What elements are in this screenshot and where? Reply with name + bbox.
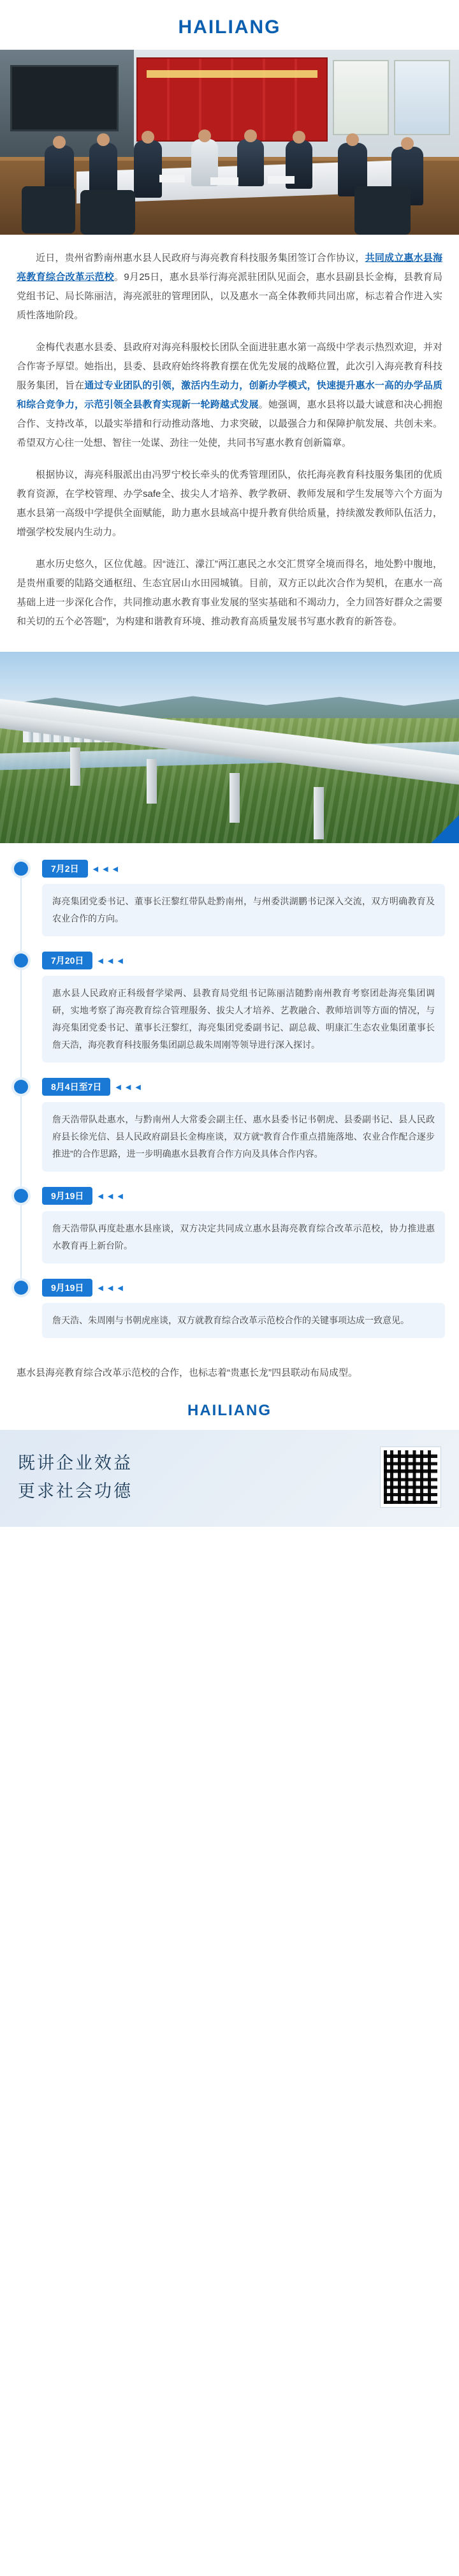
- timeline-date-badge: 9月19日: [42, 1187, 92, 1205]
- timeline-dot-icon: [14, 862, 28, 876]
- hero-person-head: [97, 133, 110, 146]
- timeline-dot-icon: [14, 1080, 28, 1094]
- hero-person-head: [293, 131, 305, 144]
- timeline-dot-icon: [14, 1189, 28, 1203]
- scenery-aerial-photo: [0, 652, 459, 843]
- scenery-corner-accent: [431, 815, 459, 843]
- timeline-date-badge: 7月2日: [42, 860, 88, 878]
- closing-statement: 惠水县海亮教育综合改革示范校的合作，也标志着“贵惠长龙”四县联动布局成型。: [17, 1367, 358, 1378]
- hero-person-head: [401, 137, 414, 150]
- scenery-bridge-pier: [314, 787, 324, 839]
- timeline-item-header: [42, 952, 445, 969]
- hero-person-head: [53, 136, 66, 149]
- scenery-bridge-pier: [229, 773, 240, 823]
- hero-person-head: [142, 131, 154, 144]
- triple-arrow-left-icon: ◀ ◀ ◀: [92, 865, 120, 873]
- timeline-date-badge: 8月4日至7日: [42, 1078, 110, 1096]
- paragraph-2: [17, 338, 442, 453]
- hero-person: [134, 140, 162, 198]
- hero-person: [237, 139, 264, 186]
- hero-chair: [22, 186, 75, 233]
- page-header: [0, 0, 459, 50]
- paragraph-2-highlight: 通过专业团队的引领，激活内生动力，创新办学模式，快速提升惠水一高的办学品质和综合竞争力，示范引领全县教育实现新一轮跨越式发展: [17, 380, 442, 410]
- timeline-item-text: 詹天浩带队赴惠水，与黔南州人大常委会副主任、惠水县委书记书朝虎、县委副书记、县人民政府县长徐光信、县人民政府副县长金梅座谈，双方就“教育合作重点措施落地、农业合作配合逐步推进”的合作思路，进一步明确惠水县教育合作方向及具体合作内容。: [42, 1102, 445, 1172]
- timeline-date-badge: 9月19日: [42, 1279, 92, 1297]
- timeline-item: [14, 1187, 445, 1279]
- hero-person-head: [346, 133, 359, 146]
- timeline-item-header: [42, 860, 445, 878]
- paragraph-1-segment-3: 。9月25日，惠水县举行海亮派驻团队见面会，惠水县副县长金梅，县教育局党组书记、局长陈丽洁，海亮派驻的管理团队，以及惠水一高全体教师共同出席，标志着合作进入实质性落地阶段。: [17, 272, 442, 321]
- timeline-item-text: 惠水县人民政府正科级督学梁两、县教育局党组书记陈丽洁随黔南州教育考察团赴海亮集团调研，实地考察了海亮教育综合管理服务、拔尖人才培养、艺教融合、教师培训等方面的情况，与海亮集团党委书记、董事长汪黎红，海亮集团党委副书记、副总裁、明康汇生态农业集团董事长詹天浩，海亮教育科技服务集团副总裁朱周刚等领导进行深入探讨。: [42, 976, 445, 1063]
- footer-brand: [0, 1397, 459, 1430]
- footer-slogan-card: [0, 1430, 459, 1527]
- paragraph-2-segment-1: 金梅代表惠水县委、县政府对海亮科服校长团队全面进驻惠水第一高级中学表示热烈欢迎，并对合作寄予厚望。她指出，县委、县政府始终将教育摆在优先发展的战略位置，此次引入海亮教育科技服务集团，旨在: [17, 342, 442, 391]
- hero-red-banner-wall: [136, 57, 328, 142]
- timeline-dot-icon: [14, 953, 28, 968]
- hero-poster-left: [333, 60, 389, 135]
- timeline-item: [14, 1279, 445, 1353]
- triple-arrow-left-icon: ◀ ◀ ◀: [115, 1083, 142, 1091]
- timeline-item-text: 海亮集团党委书记、董事长汪黎红带队赴黔南州，与州委洪湖鹏书记深入交流，双方明确教育及农业合作的方向。: [42, 884, 445, 936]
- hero-person-head: [198, 129, 211, 142]
- hero-person-head: [244, 129, 257, 142]
- hero-chair: [80, 190, 135, 235]
- timeline-item: [14, 952, 445, 1078]
- paragraph-1-segment-1: 近日，贵州省黔南州惠水县人民政府与海亮教育科技服务集团签订合作协议，: [36, 253, 365, 263]
- hero-projection-screen: [10, 65, 119, 131]
- paragraph-2-segment-3: 。她强调，惠水县将以最大诚意和决心拥抱合作、支持改革，以最实举措和行动推动落地、力求突破，以最强合力和保障护航发展、共创未来。希望双方心往一处想、智往一处谋、劲往一处使，共同书写惠水教育创新篇章。: [17, 399, 442, 448]
- timeline-item: [14, 1078, 445, 1187]
- hero-chair: [354, 186, 411, 235]
- timeline-item-header: [42, 1078, 445, 1096]
- hero-meeting-photo: [0, 50, 459, 235]
- hero-poster-right: [394, 60, 450, 135]
- triple-arrow-left-icon: ◀ ◀ ◀: [98, 1284, 124, 1292]
- scenery-bridge-pier: [70, 747, 80, 786]
- qr-code[interactable]: [380, 1446, 441, 1508]
- paragraph-3: 根据协议，海亮科服派出由冯罗宁校长牵头的优秀管理团队，依托海亮教育科技服务集团的优质教育资源，在学校管理、办学safe全、拔尖人才培养、教学教研、教师发展和学生发展等六个方面为惠水县第一高级中学提供全面赋能，助力惠水县域高中提升教育供给质量，持续激发教师队伍活力，增强学校发展内生动力。: [17, 469, 442, 538]
- hero-document: [210, 177, 238, 185]
- hailiang-logo-wordmark: HAILIANG: [178, 17, 281, 38]
- timeline-date-badge: 7月20日: [42, 952, 92, 969]
- hero-document: [268, 176, 295, 184]
- paragraph-4: 惠水历史悠久，区位优越。因“涟江、濛江”两江惠民之水交汇贯穿全境而得名，地处黔中腹地，是贵州重要的陆路交通枢纽、生态宜居山水田园城镇。目前，双方正以此次合作为契机，在惠水一高基础上进一步深化合作，共同推动惠水教育事业发展的坚实基础和不竭动力，全力回答好群众之需要和关切的五个必答题”，为构建和谐教育环境、推动教育高质量发展书写惠水教育的新答卷。: [17, 559, 442, 627]
- timeline-item-text: 詹天浩、朱周刚与书朝虎座谈，双方就教育综合改革示范校合作的关键事项达成一致意见。: [42, 1303, 445, 1338]
- paragraph-1-highlight: 共同成立惠水县海亮教育综合改革示范校: [17, 253, 442, 283]
- footer-slogan-line-2: 更求社会功德: [18, 1482, 133, 1501]
- scenery-bridge-pier: [147, 759, 157, 804]
- timeline-item-text: 詹天浩带队再度赴惠水县座谈，双方决定共同成立惠水县海亮教育综合改革示范校，协力推进惠水教育再上新台阶。: [42, 1211, 445, 1263]
- paragraph-1: [17, 249, 442, 325]
- footer-slogan-line-1: 既讲企业效益: [18, 1454, 133, 1473]
- timeline-item-header: [42, 1187, 445, 1205]
- timeline-section: [0, 843, 459, 1360]
- hailiang-footer-logo-wordmark: HAILIANG: [187, 1402, 272, 1419]
- timeline-item-header: [42, 1279, 445, 1297]
- qr-code-pattern: [384, 1450, 437, 1504]
- triple-arrow-left-icon: ◀ ◀ ◀: [98, 1192, 124, 1200]
- article-body: [0, 235, 459, 647]
- triple-arrow-left-icon: ◀ ◀ ◀: [98, 957, 124, 965]
- footer-slogan: [18, 1449, 133, 1505]
- timeline-item: [14, 860, 445, 952]
- timeline-dot-icon: [14, 1281, 28, 1295]
- hero-document: [159, 175, 185, 182]
